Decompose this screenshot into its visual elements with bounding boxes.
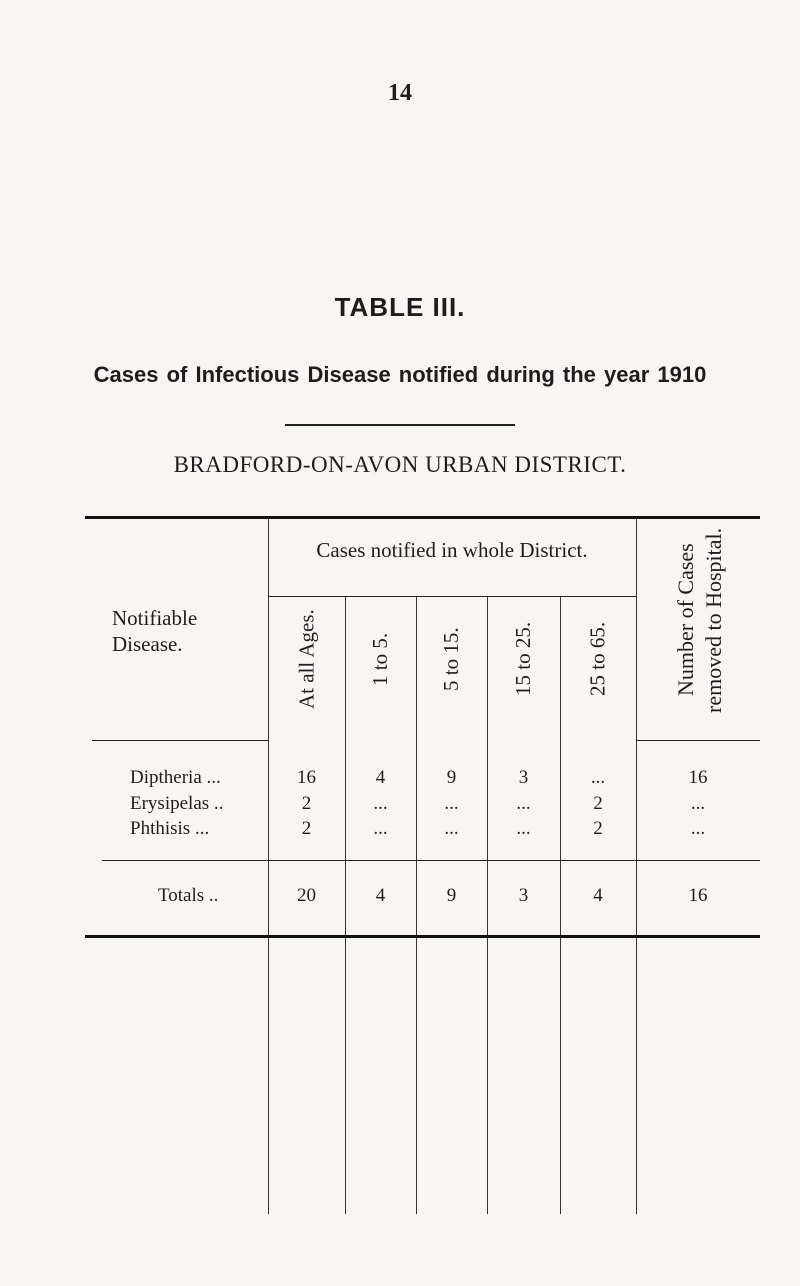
table-cell: ... [590,767,606,788]
divider-disease [268,519,269,1214]
table-cell: ... [373,818,388,839]
totals-cell: 9 [446,885,457,906]
table-top-rule [85,516,760,519]
row-label-phthisis: Phthisis ... [130,818,210,839]
header-1-to-5: 1 to 5. [368,632,392,686]
table-cell: 2 [593,793,603,814]
table-subtitle: Cases of Infectious Disease notified during the year 1910 [93,362,707,387]
totals-rule [102,860,760,861]
table-cell: ... [516,793,531,814]
header-at-all-ages: At all Ages. [294,609,319,709]
table-bottom-rule [85,935,760,938]
totals-cell: 4 [593,885,603,906]
disease-header: Notifiable Disease. [112,606,198,656]
divider-hospital [636,519,637,1214]
table-cell: 2 [593,818,603,839]
totals-label: Totals .. [158,885,219,906]
totals-cell: 3 [518,885,529,906]
header-hospital: Number of Cases removed to Hospital. [673,527,726,713]
group-header-rule [268,596,636,597]
table-cell: ... [373,793,388,814]
row-label-erysipelas: Erysipelas .. [130,793,224,814]
table-cell: 16 [688,767,708,788]
table-cell: ... [516,818,531,839]
totals-cell: 20 [297,885,316,906]
header-5-to-15: 5 to 15. [439,627,463,691]
header-bottom-rule-hospital [636,740,760,741]
district-heading: BRADFORD-ON-AVON URBAN DISTRICT. [173,452,627,477]
table-cell: 9 [446,767,457,788]
header-25-to-65: 25 to 65. [585,621,610,697]
header-15-to-25: 15 to 25. [511,621,535,697]
table-cell: ... [444,793,459,814]
page-number: 14 [388,80,412,106]
table-cell: 2 [301,793,312,814]
title-divider [285,424,515,426]
totals-cell: 4 [375,885,386,906]
table-cell: 2 [301,818,312,839]
table-cell: 16 [297,767,316,788]
table-title: TABLE III. [334,292,466,322]
table-cell: ... [444,818,459,839]
table-cell: 4 [375,767,386,788]
table-cell: 3 [518,767,529,788]
group-header: Cases notified in whole District. [316,538,588,562]
header-bottom-rule [92,740,268,741]
totals-cell: 16 [688,885,708,906]
table-cell: ... [690,793,706,814]
table-cell: ... [690,818,706,839]
row-label-diptheria: Diptheria ... [130,767,221,788]
